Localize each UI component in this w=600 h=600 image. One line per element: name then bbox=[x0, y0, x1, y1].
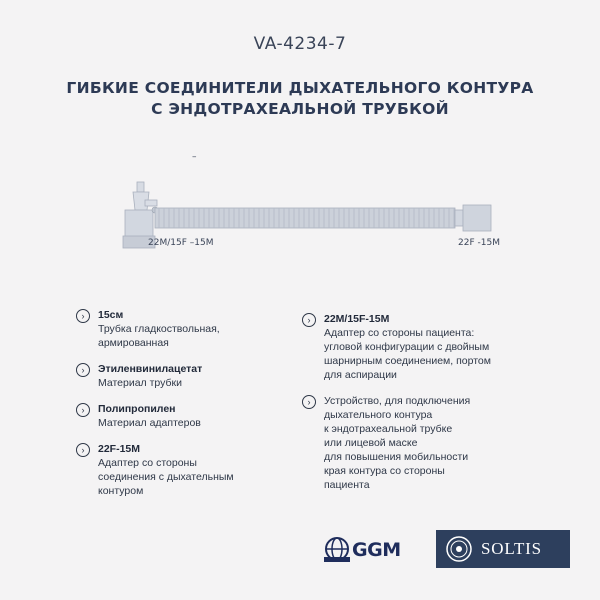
spec-heading: 22F-15M bbox=[98, 443, 141, 455]
spec-line: дыхательного контура bbox=[324, 409, 433, 421]
left-spec-column bbox=[76, 308, 276, 510]
spec-line: соединения с дыхательным bbox=[98, 471, 234, 483]
ggm-logo bbox=[322, 532, 422, 566]
left-adapter-label: 22M/15F –15M bbox=[148, 238, 214, 248]
spec-line: пациента bbox=[324, 479, 370, 491]
globe-icon bbox=[322, 535, 352, 565]
spec-item bbox=[76, 362, 276, 390]
chevron-circle-icon: › bbox=[302, 395, 316, 409]
page-title bbox=[0, 78, 600, 120]
spec-item bbox=[76, 308, 276, 350]
spec-line: Материал адаптеров bbox=[98, 417, 201, 429]
top-mark: – bbox=[192, 152, 197, 162]
spec-line: армированная bbox=[98, 337, 169, 349]
spec-heading: 22M/15F-15M bbox=[324, 313, 390, 325]
right-adapter-label: 22F -15M bbox=[458, 238, 500, 248]
spec-line: Трубка гладкоствольная, bbox=[98, 323, 220, 335]
spec-line: Адаптер со стороны пациента: bbox=[324, 327, 475, 339]
spec-line: контуром bbox=[98, 485, 144, 497]
spec-line: угловой конфигурации с двойным bbox=[324, 341, 490, 353]
chevron-circle-icon: › bbox=[302, 313, 316, 327]
spec-item bbox=[76, 402, 276, 430]
chevron-circle-icon: › bbox=[76, 363, 90, 377]
right-spec-column bbox=[302, 312, 542, 504]
chevron-circle-icon: › bbox=[76, 403, 90, 417]
spec-line: для аспирации bbox=[324, 369, 397, 381]
corrugated-tube bbox=[155, 208, 455, 228]
spec-line: Устройство, для подключения bbox=[324, 395, 471, 407]
spec-item bbox=[76, 442, 276, 498]
chevron-circle-icon: › bbox=[76, 309, 90, 323]
spec-line: края контура со стороны bbox=[324, 465, 445, 477]
circuit-side-adapter bbox=[455, 205, 491, 231]
spec-line: для повышения мобильности bbox=[324, 451, 469, 463]
title-line-1: ГИБКИЕ СОЕДИНИТЕЛИ ДЫХАТЕЛЬНОГО КОНТУРА bbox=[66, 79, 534, 97]
spec-item bbox=[302, 312, 542, 382]
seal-icon bbox=[445, 535, 473, 563]
spec-line: или лицевой маске bbox=[324, 437, 418, 449]
soltis-logo bbox=[436, 530, 570, 568]
title-line-2: С ЭНДОТРАХЕАЛЬНОЙ ТРУБКОЙ bbox=[151, 100, 449, 118]
spec-heading: Этиленвинилацетат bbox=[98, 363, 203, 375]
soltis-logo-text: SOLTIS bbox=[481, 539, 542, 558]
spec-line: Материал трубки bbox=[98, 377, 182, 389]
spec-item bbox=[302, 394, 542, 492]
ggm-logo-text: GGM bbox=[352, 539, 401, 561]
connector-tube-illustration bbox=[115, 180, 505, 260]
chevron-circle-icon: › bbox=[76, 443, 90, 457]
spec-heading: 15см bbox=[98, 309, 124, 321]
spec-line: к эндотрахеальной трубке bbox=[324, 423, 453, 435]
spec-line: шарнирным соединением, портом bbox=[324, 355, 491, 367]
product-code: VA-4234-7 bbox=[253, 34, 347, 54]
spec-line: Адаптер со стороны bbox=[98, 457, 197, 469]
spec-heading: Полипропилен bbox=[98, 403, 176, 415]
